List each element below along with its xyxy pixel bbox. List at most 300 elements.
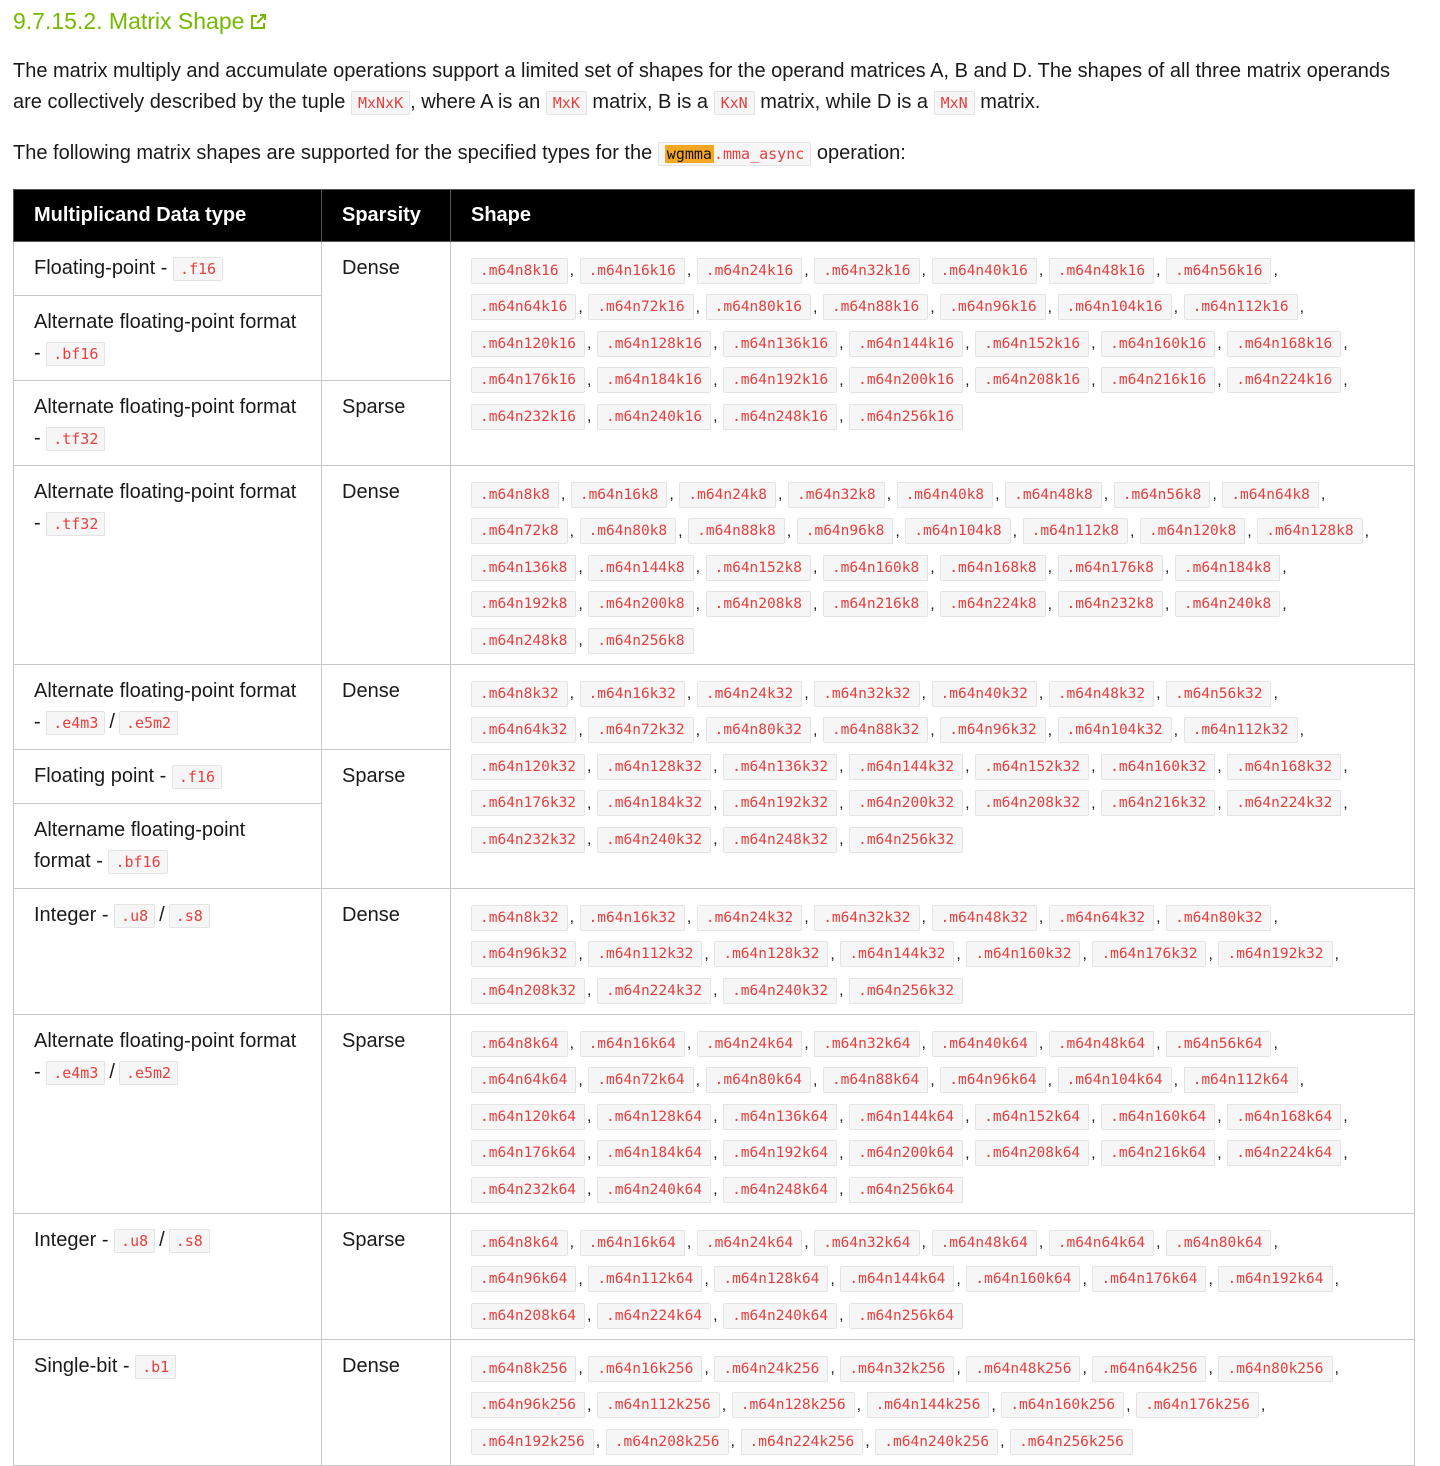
shape-separator: ,: [1126, 1396, 1131, 1414]
shape-item: [588, 1065, 705, 1096]
type-code: .bf16: [46, 342, 105, 366]
shape-separator: ,: [1038, 1035, 1044, 1052]
shape-item: [723, 1300, 849, 1331]
shape-separator: ,: [1173, 1071, 1179, 1089]
shape-separator: ,: [686, 909, 692, 926]
shape-item: [975, 1138, 1101, 1169]
shape-item: [471, 1390, 597, 1421]
shape-item: [940, 715, 1057, 746]
shape-separator: ,: [804, 1234, 809, 1251]
shape-separator: ,: [1299, 1071, 1305, 1089]
shape-list: [471, 678, 1394, 855]
shape-code: .m64n208k64: [975, 1140, 1089, 1166]
shape-cell: [451, 242, 1415, 466]
shape-code: .m64n216k16: [1101, 367, 1215, 393]
shape-item: [940, 589, 1057, 620]
shape-separator: ,: [965, 1144, 970, 1162]
shape-separator: ,: [930, 721, 935, 739]
shape-separator: ,: [587, 758, 592, 775]
section-heading[interactable]: [13, 8, 268, 35]
shape-code: .m64n120k8: [1140, 518, 1245, 544]
shape-item: [1140, 516, 1257, 547]
shape-separator: ,: [839, 831, 844, 848]
shape-item: [1175, 552, 1292, 583]
shape-code: .m64n32k32: [814, 681, 919, 707]
shape-separator: ,: [1208, 945, 1213, 963]
external-link-icon[interactable]: [248, 12, 268, 32]
shape-separator: ,: [713, 1108, 718, 1125]
shape-item: [849, 788, 975, 819]
shape-separator: ,: [669, 486, 674, 503]
shape-cell: [451, 466, 1415, 665]
shape-item: [940, 552, 1057, 583]
shape-item: [1058, 292, 1184, 323]
shape-code: .m64n96k32: [940, 717, 1045, 743]
shape-code: .m64n104k8: [905, 518, 1010, 544]
shape-code: .m64n48k32: [1049, 681, 1154, 707]
shape-separator: ,: [1343, 1108, 1348, 1125]
shape-item: [706, 589, 823, 620]
shape-code: .m64n200k32: [849, 790, 963, 816]
shape-separator: ,: [839, 371, 844, 389]
shape-item: [1227, 1101, 1353, 1132]
shape-separator: ,: [921, 262, 926, 279]
shape-code: .m64n56k32: [1166, 681, 1271, 707]
shape-separator: ,: [704, 945, 709, 963]
shape-separator: ,: [786, 522, 792, 540]
shape-item: [1184, 292, 1310, 323]
shape-separator: ,: [587, 1181, 592, 1198]
shape-separator: ,: [804, 685, 809, 702]
shape-separator: ,: [1047, 595, 1053, 613]
shape-separator: ,: [578, 721, 583, 739]
shape-item: [597, 1300, 723, 1331]
shape-item: [606, 1426, 741, 1457]
shape-code: .m64n256k8: [588, 628, 693, 654]
shape-item: [471, 1426, 606, 1457]
shape-item: [580, 1028, 697, 1059]
shape-separator: ,: [839, 408, 844, 425]
shape-code: .m64n144k64: [840, 1266, 954, 1292]
shape-separator: ,: [587, 794, 592, 812]
shape-item: [697, 902, 814, 933]
shape-code: .m64n64k256: [1092, 1356, 1206, 1382]
shape-separator: ,: [1247, 522, 1252, 540]
shape-code: .m64n216k8: [823, 591, 928, 617]
shape-item: [1166, 1227, 1283, 1258]
shape-separator: ,: [839, 1108, 844, 1125]
shape-separator: ,: [713, 371, 718, 389]
shape-code: .m64n160k8: [823, 555, 928, 581]
wgmma-suffix: .mma_async: [713, 145, 805, 163]
shape-code: .m64n144k16: [849, 331, 963, 357]
shape-item: [1058, 1065, 1184, 1096]
shape-item: [471, 975, 597, 1006]
shape-item: [471, 788, 597, 819]
shape-separator: ,: [921, 909, 926, 926]
shape-code: .m64n176k64: [471, 1140, 585, 1166]
shape-item: [723, 975, 849, 1006]
shape-separator: ,: [686, 262, 692, 279]
shape-code: .m64n16k64: [580, 1031, 685, 1057]
shape-code: .m64n8k32: [471, 681, 568, 707]
shape-code: .m64n56k8: [1114, 482, 1211, 508]
shape-separator: ,: [839, 335, 844, 352]
shape-item: [471, 625, 588, 656]
shape-item: [814, 255, 931, 286]
shape-item: [471, 1264, 588, 1295]
shape-code: .m64n200k64: [849, 1140, 963, 1166]
shape-separator: ,: [704, 1360, 709, 1377]
shape-separator: ,: [587, 408, 592, 425]
wgmma-highlight: wgmma: [666, 145, 712, 163]
shape-code: .m64n56k64: [1166, 1031, 1271, 1057]
shape-separator: ,: [587, 1396, 592, 1414]
shape-code: .m64n256k32: [849, 827, 963, 853]
shape-code: .m64n8k8: [471, 482, 559, 508]
shape-separator: ,: [1273, 1035, 1278, 1052]
shape-item: [1218, 1264, 1344, 1295]
shape-separator: ,: [1012, 522, 1018, 540]
shape-separator: ,: [812, 1071, 818, 1089]
type-cell: [14, 665, 322, 750]
shape-item: [849, 1101, 975, 1132]
shape-item: [1001, 1390, 1136, 1421]
shape-separator: ,: [713, 982, 718, 999]
shape-item: [714, 1353, 840, 1384]
intro-text: matrix, B is a: [586, 91, 714, 113]
shape-code: .m64n208k8: [706, 591, 811, 617]
shape-code: .m64n48k64: [932, 1230, 1037, 1256]
shape-separator: ,: [1047, 721, 1053, 739]
shape-item: [1101, 788, 1227, 819]
shape-item: [1227, 365, 1353, 396]
shape-code: .m64n256k16: [849, 404, 963, 430]
shape-item: [597, 1138, 723, 1169]
shape-item: [1049, 255, 1166, 286]
shape-separator: ,: [1047, 298, 1053, 316]
shape-item: [932, 902, 1049, 933]
shape-code: .m64n192k64: [723, 1140, 837, 1166]
shape-separator: ,: [1282, 595, 1287, 613]
shape-separator: ,: [956, 1360, 961, 1377]
shape-separator: ,: [921, 685, 926, 702]
shape-code: .m64n248k8: [471, 628, 576, 654]
shape-code: .m64n184k32: [597, 790, 711, 816]
table-row: [14, 466, 1415, 665]
type-cell: [14, 1015, 322, 1214]
shape-code: .m64n256k32: [849, 978, 963, 1004]
shape-code: .m64n112k32: [588, 941, 702, 967]
shape-separator: ,: [1091, 371, 1096, 389]
shape-separator: ,: [1082, 1270, 1087, 1288]
shape-separator: ,: [965, 758, 970, 775]
shape-item: [588, 292, 705, 323]
shape-item: [471, 401, 597, 432]
sparsity-cell: Dense: [322, 466, 451, 665]
shape-item: [1058, 589, 1175, 620]
shape-item: [471, 516, 580, 547]
shape-code: .m64n48k16: [1049, 258, 1154, 284]
shape-separator: ,: [1343, 371, 1348, 389]
shape-code: .m64n16k64: [580, 1230, 685, 1256]
shape-code: .m64n56k16: [1166, 258, 1271, 284]
shape-item: [1049, 902, 1166, 933]
shape-code: .m64n8k32: [471, 905, 568, 931]
shape-code: .m64n104k16: [1058, 294, 1172, 320]
shape-code: .m64n80k64: [1166, 1230, 1271, 1256]
shape-item: [732, 1390, 867, 1421]
shape-item: [932, 1028, 1049, 1059]
shape-item: [1058, 715, 1184, 746]
shape-item: [723, 1174, 849, 1205]
shape-code: .m64n64k32: [471, 717, 576, 743]
type-code: .tf32: [46, 512, 105, 536]
shape-item: [597, 365, 723, 396]
shape-code: .m64n176k64: [1092, 1266, 1206, 1292]
header-type: Multiplicand Data type: [14, 190, 322, 242]
shape-item: [932, 678, 1049, 709]
shape-item: [1166, 678, 1283, 709]
shape-separator: ,: [569, 522, 575, 540]
shape-item: [723, 365, 849, 396]
shape-separator: ,: [930, 559, 935, 576]
shape-item: [580, 516, 689, 547]
shape-code: .m64n248k16: [723, 404, 837, 430]
section-heading-text: 9.7.15.2. Matrix Shape: [13, 8, 245, 34]
shape-item: [849, 975, 963, 1006]
shape-separator: ,: [578, 632, 583, 649]
shape-item: [1101, 1138, 1227, 1169]
d-shape-code: MxN: [934, 91, 975, 115]
shape-separator: ,: [713, 1307, 718, 1324]
shape-code: .m64n144k32: [849, 754, 963, 780]
shape-code: .m64n240k64: [723, 1303, 837, 1329]
shape-separator: ,: [1334, 945, 1339, 963]
shape-separator: ,: [830, 945, 835, 963]
type-code: .e4m3: [46, 1061, 105, 1085]
shape-item: [597, 824, 723, 855]
shape-code: .m64n192k8: [471, 591, 576, 617]
shape-item: [849, 824, 963, 855]
header-shape: Shape: [451, 190, 1415, 242]
shape-item: [823, 1065, 940, 1096]
shape-item: [723, 1101, 849, 1132]
shape-separator: ,: [578, 595, 583, 613]
shape-separator: ,: [965, 371, 970, 389]
shape-separator: ,: [830, 1360, 835, 1377]
shape-code: .m64n160k64: [1101, 1104, 1215, 1130]
shape-code: .m64n176k16: [471, 367, 585, 393]
shape-item: [597, 751, 723, 782]
shape-separator: ,: [587, 982, 592, 999]
shape-item: [1184, 715, 1310, 746]
type-code: .u8: [114, 904, 155, 928]
shape-separator: ,: [578, 1071, 583, 1089]
shape-item: [1114, 479, 1223, 510]
shape-item: [940, 292, 1057, 323]
shape-code: .m64n216k32: [1101, 790, 1215, 816]
shape-code: .m64n48k64: [1049, 1031, 1154, 1057]
shape-item: [597, 788, 723, 819]
shape-cell: [451, 665, 1415, 889]
shape-code: .m64n88k8: [688, 518, 785, 544]
shape-separator: ,: [713, 1144, 718, 1162]
shape-separator: ,: [812, 595, 818, 613]
shape-item: [580, 902, 697, 933]
shape-separator: ,: [569, 1035, 575, 1052]
shape-item: [723, 1138, 849, 1169]
shape-separator: ,: [695, 1071, 701, 1089]
shape-item: [688, 516, 797, 547]
shape-item: [588, 1264, 714, 1295]
shape-item: [471, 1138, 597, 1169]
shape-separator: ,: [578, 1360, 583, 1377]
shape-separator: ,: [1164, 559, 1170, 576]
shape-item: [814, 902, 931, 933]
shape-item: [471, 751, 597, 782]
shape-separator: ,: [930, 1071, 935, 1089]
shape-separator: ,: [695, 721, 701, 739]
shape-code: .m64n16k8: [571, 482, 668, 508]
shape-code: .m64n32k64: [814, 1031, 919, 1057]
shape-code: .m64n64k8: [1222, 482, 1319, 508]
shape-code: .m64n40k8: [897, 482, 994, 508]
shape-item: [697, 678, 814, 709]
shape-separator: ,: [839, 794, 844, 812]
shape-separator: ,: [1334, 1270, 1339, 1288]
shape-code: .m64n72k32: [588, 717, 693, 743]
shape-item: [471, 678, 580, 709]
shape-separator: ,: [1082, 1360, 1087, 1377]
shape-separator: ,: [587, 831, 592, 848]
shape-separator: ,: [812, 721, 818, 739]
shape-code: .m64n168k32: [1227, 754, 1341, 780]
shape-code: .m64n136k64: [723, 1104, 837, 1130]
shape-item: [723, 328, 849, 359]
shape-item: [706, 1065, 823, 1096]
shape-code: .m64n40k16: [932, 258, 1037, 284]
shape-code: .m64n112k8: [1023, 518, 1128, 544]
shape-item: [966, 939, 1092, 970]
shape-item: [849, 751, 975, 782]
shape-item: [1005, 479, 1114, 510]
shape-code: .m64n192k32: [723, 790, 837, 816]
shape-separator: ,: [1208, 1270, 1213, 1288]
intro-paragraph: [13, 56, 1423, 119]
type-code: .b1: [135, 1355, 176, 1379]
shape-code: .m64n16k16: [580, 258, 685, 284]
shape-item: [849, 1174, 963, 1205]
shape-code: .m64n160k256: [1001, 1392, 1124, 1418]
shape-code: .m64n192k64: [1218, 1266, 1332, 1292]
shape-code: .m64n248k32: [723, 827, 837, 853]
shape-separator: ,: [1282, 559, 1287, 576]
shape-separator: ,: [830, 1270, 835, 1288]
shape-code: .m64n240k256: [875, 1429, 998, 1455]
shape-code: .m64n208k256: [606, 1429, 729, 1455]
shape-code: .m64n240k32: [597, 827, 711, 853]
shape-separator: ,: [713, 335, 718, 352]
shape-code: .m64n144k256: [867, 1392, 990, 1418]
intro-text: matrix.: [974, 91, 1041, 113]
shape-separator: ,: [595, 1433, 601, 1450]
shape-separator: ,: [686, 1035, 692, 1052]
type-separator: /: [159, 1229, 165, 1251]
shape-code: .m64n184k8: [1175, 555, 1280, 581]
shape-separator: ,: [930, 298, 935, 316]
shape-item: [1166, 255, 1283, 286]
shape-item: [697, 1227, 814, 1258]
shape-separator: ,: [569, 909, 575, 926]
type-cell: [14, 466, 322, 665]
shape-item: [849, 401, 963, 432]
shape-separator: ,: [1334, 1360, 1339, 1377]
shape-item: [932, 1227, 1049, 1258]
tuple-code: MxNxK: [351, 91, 410, 115]
shape-code: .m64n24k8: [679, 482, 776, 508]
type-code: .e5m2: [119, 711, 178, 735]
intro2-text: The following matrix shapes are supported for the specified types for the: [13, 142, 658, 164]
shape-code: .m64n80k64: [706, 1067, 811, 1093]
shape-separator: ,: [695, 298, 701, 316]
shape-code: .m64n224k32: [1227, 790, 1341, 816]
shape-item: [597, 401, 723, 432]
shape-code: .m64n24k64: [697, 1031, 802, 1057]
shape-code: .m64n152k16: [975, 331, 1089, 357]
shape-item: [714, 939, 840, 970]
shape-item: [1092, 939, 1218, 970]
shape-separator: ,: [1173, 298, 1179, 316]
shape-item: [706, 715, 823, 746]
shape-separator: ,: [695, 559, 701, 576]
sparsity-cell: Dense: [322, 1340, 451, 1466]
shape-code: .m64n144k8: [588, 555, 693, 581]
type-separator: /: [109, 1061, 115, 1083]
shape-separator: ,: [1260, 1396, 1266, 1414]
shape-separator: ,: [956, 1270, 961, 1288]
shape-code: .m64n104k64: [1058, 1067, 1172, 1093]
shape-item: [723, 788, 849, 819]
shape-code: .m64n24k64: [697, 1230, 802, 1256]
shape-item: [1218, 1353, 1344, 1384]
shape-item: [471, 552, 588, 583]
shape-item: [823, 589, 940, 620]
shape-item: [471, 1227, 580, 1258]
shape-item: [823, 552, 940, 583]
shape-item: [975, 751, 1101, 782]
shape-code: .m64n8k16: [471, 258, 568, 284]
shape-item: [867, 1390, 1002, 1421]
shape-code: .m64n128k256: [732, 1392, 855, 1418]
shape-code: .m64n32k16: [814, 258, 919, 284]
shape-code: .m64n24k32: [697, 681, 802, 707]
shape-item: [975, 1101, 1101, 1132]
sparsity-cell: Sparse: [322, 1214, 451, 1340]
shape-item: [1101, 751, 1227, 782]
type-label: Alternate floating-point format -: [34, 680, 297, 733]
shape-list: [471, 1227, 1394, 1331]
shape-separator: ,: [1343, 758, 1348, 775]
shape-item: [588, 1353, 714, 1384]
type-code: .tf32: [46, 427, 105, 451]
shape-item: [849, 328, 975, 359]
shape-code: .m64n232k32: [471, 827, 585, 853]
shape-separator: ,: [1343, 794, 1348, 812]
shape-item: [471, 589, 588, 620]
shape-separator: ,: [1217, 758, 1222, 775]
shape-list: [471, 1353, 1394, 1457]
